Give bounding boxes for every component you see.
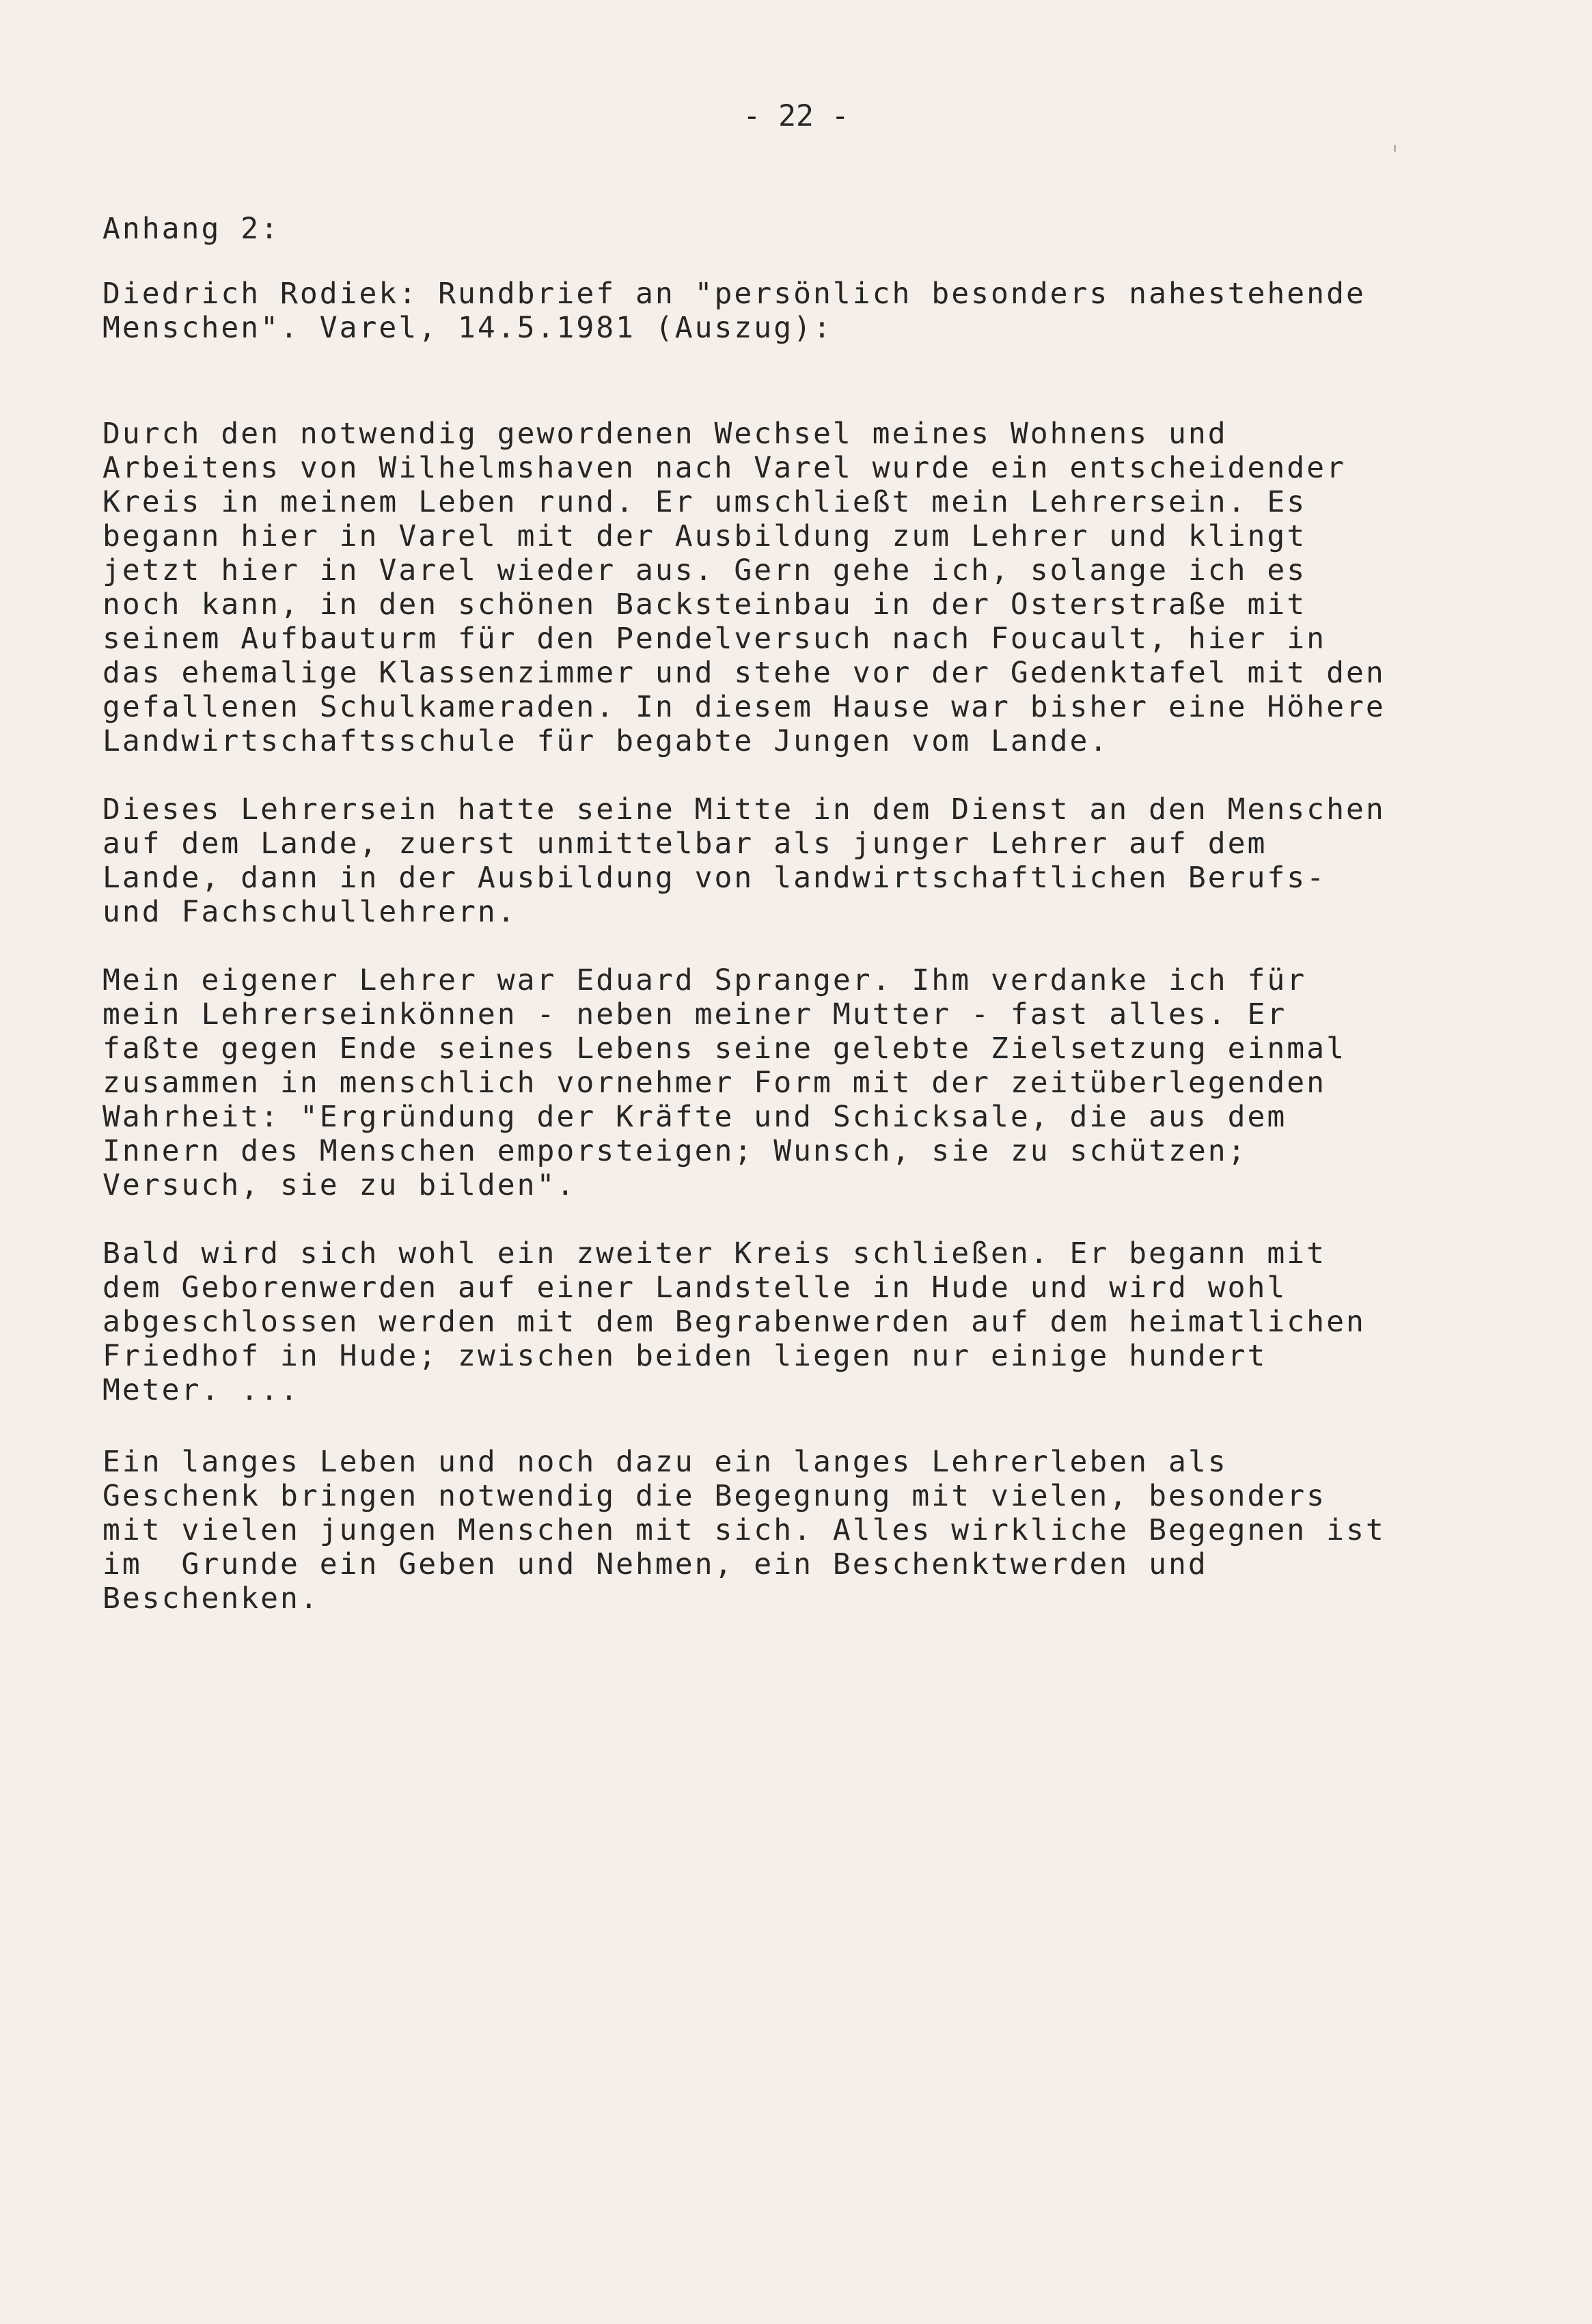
paragraph-1-line: Landwirtschaftsschule für begabte Jungen vom Lande. <box>102 724 1110 758</box>
source-line: Menschen". Varel, 14.5.1981 (Auszug): <box>102 311 833 345</box>
paragraph-4-line: Meter. ... <box>102 1373 300 1407</box>
paragraph-1-line: jetzt hier in Varel wieder aus. Gern gehe ich, solange ich es <box>102 553 1307 587</box>
paragraph-2-line: auf dem Lande, zuerst unmittelbar als junger Lehrer auf dem <box>102 827 1267 861</box>
paragraph-3-line: Innern des Menschen emporsteigen; Wunsch, sie zu schützen; <box>102 1134 1248 1168</box>
paragraph-5-line: mit vielen jungen Menschen mit sich. Alles wirkliche Begegnen ist <box>102 1513 1386 1547</box>
paragraph-1-line: begann hier in Varel mit der Ausbildung zum Lehrer und klingt <box>102 519 1307 553</box>
page-number: - 22 - <box>743 99 849 133</box>
paragraph-3-line: zusammen in menschlich vornehmer Form mit der zeitüberlegenden <box>102 1066 1327 1100</box>
paragraph-1-line: seinem Aufbauturm für den Pendelversuch nach Foucault, hier in <box>102 622 1327 656</box>
paragraph-3-line: Versuch, sie zu bilden". <box>102 1168 577 1202</box>
paragraph-5-line: Ein langes Leben und noch dazu ein langes Lehrerleben als <box>102 1445 1228 1479</box>
paragraph-3-line: Mein eigener Lehrer war Eduard Spranger. Ihm verdanke ich für <box>102 963 1307 997</box>
paragraph-3-line: mein Lehrerseinkönnen - neben meiner Mutter - fast alles. Er <box>102 997 1287 1032</box>
paragraph-2-line: Dieses Lehrersein hatte seine Mitte in dem Dienst an den Menschen <box>102 792 1386 827</box>
paragraph-1-line: gefallenen Schulkameraden. In diesem Hause war bisher eine Höhere <box>102 690 1386 724</box>
paragraph-1-line: Arbeitens von Wilhelmshaven nach Varel wurde ein entscheidender <box>102 451 1346 485</box>
paragraph-2-line: und Fachschullehrern. <box>102 895 517 929</box>
paragraph-4-line: Friedhof in Hude; zwischen beiden liegen nur einige hundert <box>102 1339 1267 1373</box>
appendix-heading: Anhang 2: <box>102 212 280 246</box>
paragraph-3-line: faßte gegen Ende seines Lebens seine gelebte Zielsetzung einmal <box>102 1032 1346 1066</box>
paragraph-3-line: Wahrheit: "Ergründung der Kräfte und Schicksale, die aus dem <box>102 1100 1287 1134</box>
paragraph-5-line: Geschenk bringen notwendig die Begegnung mit vielen, besonders <box>102 1479 1327 1513</box>
paragraph-4-line: Bald wird sich wohl ein zweiter Kreis schließen. Er begann mit <box>102 1236 1327 1271</box>
paragraph-1-line: noch kann, in den schönen Backsteinbau in der Osterstraße mit <box>102 587 1307 622</box>
paragraph-1-line: Kreis in meinem Leben rund. Er umschließt mein Lehrersein. Es <box>102 485 1307 519</box>
paragraph-5-line: Beschenken. <box>102 1581 320 1616</box>
paragraph-1-line: das ehemalige Klassenzimmer und stehe vor der Gedenktafel mit den <box>102 656 1386 690</box>
paragraph-5-line: im Grunde ein Geben und Nehmen, ein Beschenktwerden und <box>102 1547 1208 1581</box>
paragraph-4-line: dem Geborenwerden auf einer Landstelle in Hude und wird wohl <box>102 1271 1287 1305</box>
source-line: Diedrich Rodiek: Rundbrief an "persönlich besonders nahestehende <box>102 277 1366 311</box>
paragraph-2-line: Lande, dann in der Ausbildung von landwirtschaftlichen Berufs- <box>102 861 1327 895</box>
paragraph-4-line: abgeschlossen werden mit dem Begrabenwerden auf dem heimatlichen <box>102 1305 1366 1339</box>
paragraph-1-line: Durch den notwendig gewordenen Wechsel meines Wohnens und <box>102 417 1228 451</box>
paper-speck <box>1394 145 1396 152</box>
